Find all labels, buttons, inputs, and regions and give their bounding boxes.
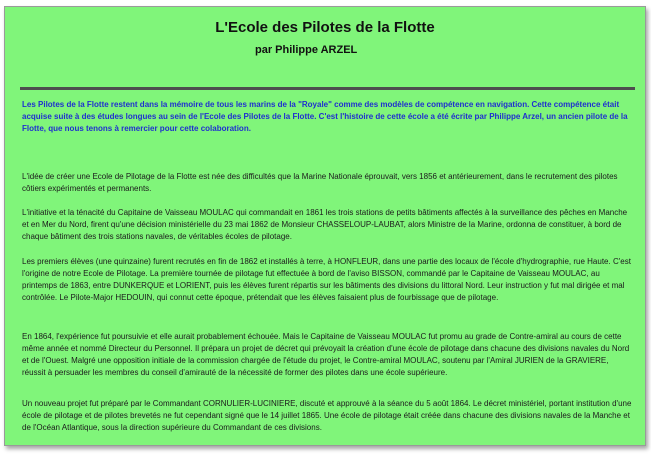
body-paragraph: Les premiers élèves (une quinzaine) furent recrutés en fin de 1862 et installés à terre, à HONFLEUR, dans une partie des locaux de l'école d'hydrographie, rue Haute. C'est l'origine de notre Ecole de Pilotage. La première tournée de pilotage fut effectuée à bord de l'aviso BISSON, commandé par le Capitaine de Vaisseau MOULAC, au printemps de 1863, entre DUNKERQUE et LORIENT, puis les élèves furent répartis sur les bâtiments des divisions du littoral Nord. Leur instruction y fut mal dirigée et mal contrôlée. Le Pilote-Major HEDOUIN, qui connut cette époque, prétendait que les élèves faisaient plus de fourbissage que de pilotage. xyxy=(22,257,631,302)
body-paragraph: L'initiative et la ténacité du Capitaine de Vaisseau MOULAC qui commandait en 1861 les trois stations de petits bâtiments affectés à la surveillance des pêches en Manche et en Mer du Nord, firent qu'une décision ministérielle du 23 mai 1862 de Monsieur CHASSELOUP-LAUBAT, alors Ministre de la Marine, ordonna de constituer, à bord de chaque bâtiment des trois stations navales, de véritables écoles de pilotage. xyxy=(22,208,628,241)
horizontal-divider xyxy=(20,87,635,90)
article-page xyxy=(4,6,646,446)
body-paragraph: En 1864, l'expérience fut poursuivie et elle aurait probablement échouée. Mais le Capitaine de Vaisseau MOULAC fut promu au grade de Contre-amiral au cours de cette même année et nommé Directeur du Personnel. Il prépara un projet de décret qui prévoyait la création d'une école de pilotage dans chacune des divisions navales du Nord et de l'Ouest. Malgré une opposition initiale de la commission chargée de l'étude du projet, le Contre-amiral MOULAC, soutenu par l'Amiral JURIEN de la GRAVIERE, réussit à persuader les membres du conseil d'amirauté de la nécessité de former des pilotes dans une école supérieure. xyxy=(22,332,630,377)
intro-paragraph: Les Pilotes de la Flotte restent dans la mémoire de tous les marins de la "Royale" comme des modèles de compétence en navigation. Cette compétence était acquise suite à des études longues au sein de l'Ecole des Pilotes de la Flotte. C'est l'histoire de cette école a été écrite par Philippe Arzel, un ancien pilote de la Flotte, que nous tenons à remercier pour cette colaboration. xyxy=(22,100,628,133)
article-title: L'Ecole des Pilotes de la Flotte xyxy=(215,19,435,36)
body-paragraph: Un nouveau projet fut préparé par le Commandant CORNULIER-LUCINIERE, discuté et approuvé à la séance du 5 août 1864. Le décret ministériel, portant institution d'une école de pilotage et de pilotes brevetés ne fut cependant signé que le 14 juillet 1865. Une école de pilotage était créée dans chacune des divisions navales de la Manche et de l'Océan Atlantique, sous la direction supérieure du Commandant de ces divisions. xyxy=(22,399,632,432)
article-byline: par Philippe ARZEL xyxy=(255,44,358,56)
body-paragraph: L'idée de créer une Ecole de Pilotage de la Flotte est née des difficultés que la Marine Nationale éprouvait, vers 1856 et antérieurement, dans le recrutement des pilotes côtiers expérimentés et permanents. xyxy=(22,172,618,193)
